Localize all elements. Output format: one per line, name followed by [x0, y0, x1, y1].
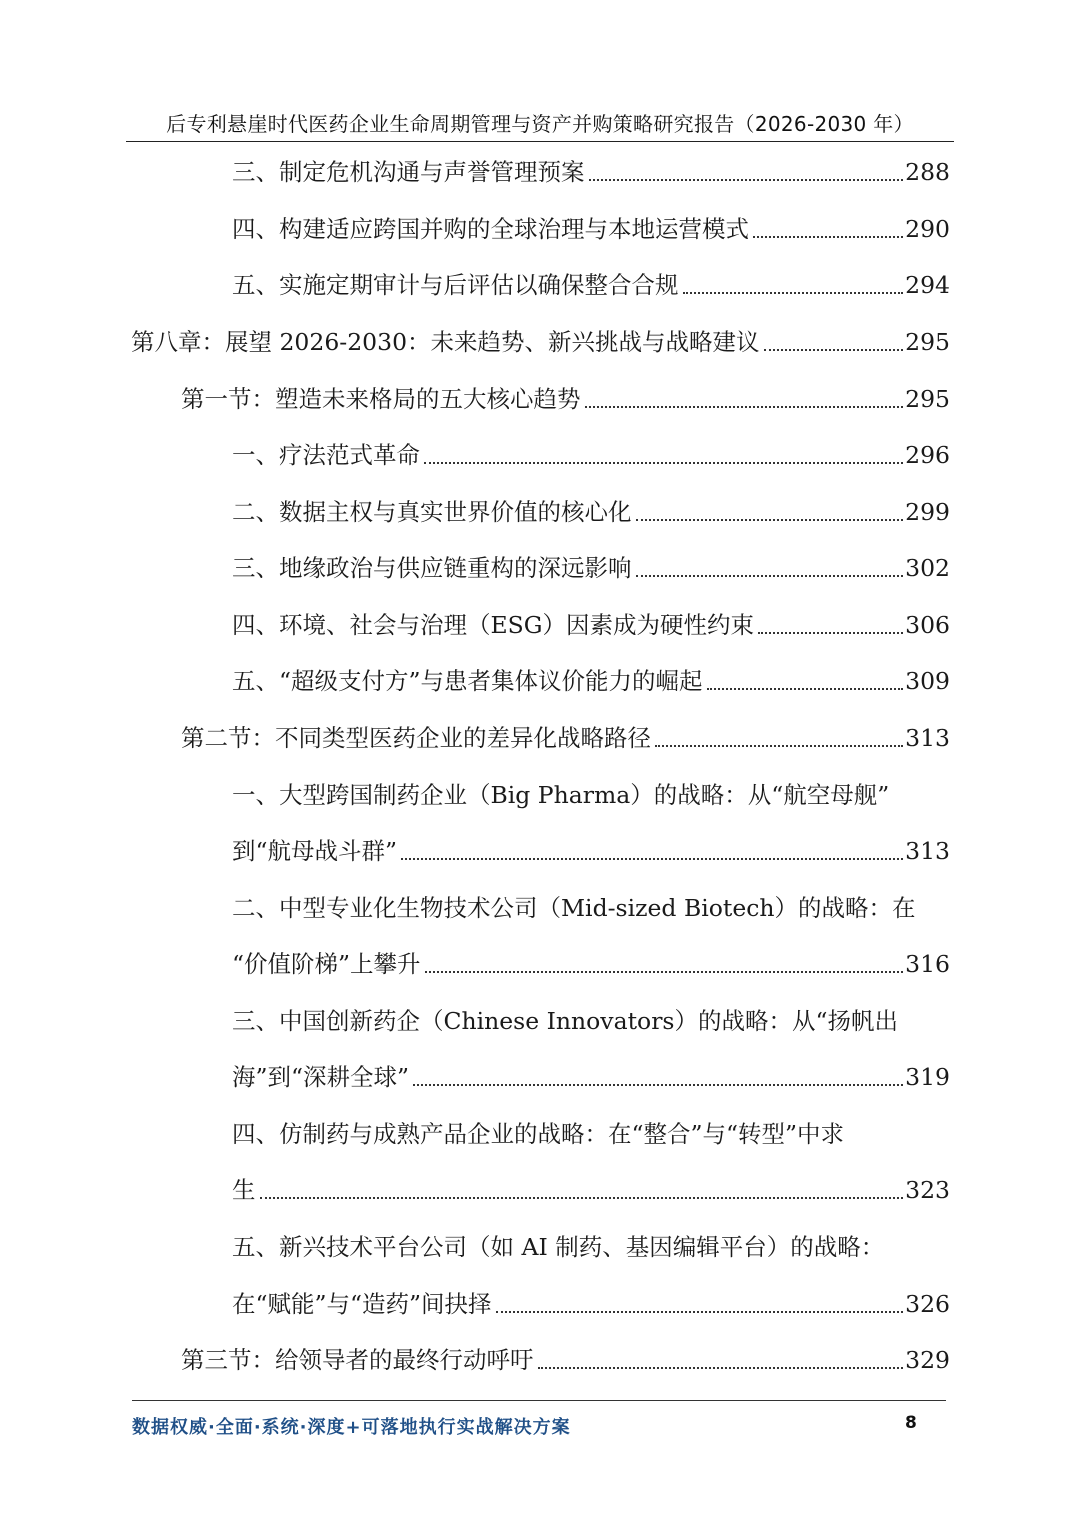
toc-leader-dots	[260, 1197, 904, 1199]
footer-divider	[132, 1400, 946, 1401]
toc-page-number: 294	[905, 271, 950, 299]
toc-entry[interactable]	[232, 437, 950, 473]
toc-leader-dots	[764, 349, 904, 351]
toc-entry-first-line[interactable]: 四、仿制药与成熟产品企业的战略：在“整合”与“转型”中求	[232, 1120, 845, 1148]
toc-entry-label: 海”到“深耕全球”	[232, 1063, 410, 1091]
toc-entry-label: 到“航母战斗群”	[232, 837, 398, 865]
toc-page-number: 302	[905, 554, 950, 582]
toc-entry-first-line[interactable]: 一、大型跨国制药企业（Big Pharma）的战略：从“航空母舰”	[232, 781, 890, 809]
report-title: 后专利悬崖时代医药企业生命周期管理与资产并购策略研究报告（2026-2030 年）	[166, 112, 914, 136]
toc-leader-dots	[401, 858, 903, 860]
toc-entry-label: 第八章：展望 2026-2030：未来趋势、新兴挑战与战略建议	[131, 328, 760, 356]
toc-entry[interactable]	[232, 550, 950, 586]
toc-page-number: 329	[905, 1346, 950, 1374]
toc-entry-label: 五、实施定期审计与后评估以确保整合合规	[232, 271, 679, 299]
toc-page-number: 313	[905, 837, 950, 865]
toc-entry-label: 生	[232, 1176, 256, 1204]
toc-entry-first-line[interactable]: 二、中型专业化生物技术公司（Mid-sized Biotech）的战略：在	[232, 894, 916, 922]
toc-entry-first-line[interactable]: 五、新兴技术平台公司（如 AI 制药、基因编辑平台）的战略：	[232, 1233, 885, 1261]
toc-leader-dots	[424, 462, 903, 464]
footer-page-number: 8	[905, 1413, 917, 1433]
toc-entry-label: 四、环境、社会与治理（ESG）因素成为硬性约束	[232, 611, 755, 639]
toc-entry-label: 四、构建适应跨国并购的全球治理与本地运营模式	[232, 215, 749, 243]
toc-leader-dots	[753, 236, 903, 238]
footer-slogan: 数据权威·全面·系统·深度+可落地执行实战解决方案	[132, 1417, 571, 1438]
toc-leader-dots	[636, 575, 904, 577]
toc-entry-label: 三、制定危机沟通与声誉管理预案	[232, 158, 585, 186]
toc-section-entry[interactable]	[181, 381, 950, 417]
toc-leader-dots	[425, 971, 904, 973]
toc-page-number: 313	[905, 724, 950, 752]
toc-section-entry[interactable]	[181, 1342, 950, 1378]
toc-entry[interactable]	[232, 494, 950, 530]
toc-entry[interactable]	[232, 607, 950, 643]
header-divider	[126, 141, 954, 142]
toc-leader-dots	[589, 179, 904, 181]
toc-leader-dots	[496, 1311, 904, 1313]
toc-page-number: 295	[905, 328, 950, 356]
toc-page-number: 295	[905, 385, 950, 413]
toc-entry-label: 第三节：给领导者的最终行动呼吁	[181, 1346, 534, 1374]
toc-page-number: 288	[905, 158, 950, 186]
toc-leader-dots	[683, 292, 904, 294]
toc-page-number: 306	[905, 611, 950, 639]
toc-entry-label: “价值阶梯”上攀升	[232, 950, 421, 978]
toc-entry-label: 第一节：塑造未来格局的五大核心趋势	[181, 385, 581, 413]
toc-leader-dots	[585, 406, 904, 408]
toc-entry[interactable]	[232, 663, 950, 699]
toc-leader-dots	[413, 1084, 903, 1086]
toc-entry-label: 三、地缘政治与供应链重构的深远影响	[232, 554, 632, 582]
toc-page-number: 326	[905, 1290, 950, 1318]
toc-leader-dots	[758, 632, 903, 634]
toc-entry-label: 在“赋能”与“造药”间抉择	[232, 1290, 492, 1318]
toc-entry-first-line[interactable]: 三、中国创新药企（Chinese Innovators）的战略：从“扬帆出	[232, 1007, 898, 1035]
toc-entry[interactable]	[232, 1172, 950, 1208]
toc-entry[interactable]	[232, 946, 950, 982]
toc-leader-dots	[636, 519, 904, 521]
toc-leader-dots	[707, 688, 904, 690]
toc-page-number: 309	[905, 667, 950, 695]
toc-entry[interactable]	[232, 211, 950, 247]
toc-page-number: 319	[905, 1063, 950, 1091]
toc-entry-label: 第二节：不同类型医药企业的差异化战略路径	[181, 724, 651, 752]
toc-leader-dots	[655, 745, 903, 747]
toc-entry[interactable]	[232, 154, 950, 190]
toc-section-entry[interactable]	[181, 720, 950, 756]
toc-entry[interactable]	[232, 1059, 950, 1095]
toc-chapter-entry[interactable]	[131, 324, 950, 360]
toc-page-number: 299	[905, 498, 950, 526]
toc-leader-dots	[538, 1367, 904, 1369]
toc-entry[interactable]	[232, 833, 950, 869]
toc-entry-label: 二、数据主权与真实世界价值的核心化	[232, 498, 632, 526]
toc-entry-label: 一、疗法范式革命	[232, 441, 420, 469]
toc-page-number: 290	[905, 215, 950, 243]
toc-entry[interactable]	[232, 267, 950, 303]
toc-entry-label: 五、“超级支付方”与患者集体议价能力的崛起	[232, 667, 703, 695]
toc-page-number: 323	[905, 1176, 950, 1204]
toc-entry[interactable]	[232, 1286, 950, 1322]
toc-page-number: 316	[905, 950, 950, 978]
toc-page-number: 296	[905, 441, 950, 469]
